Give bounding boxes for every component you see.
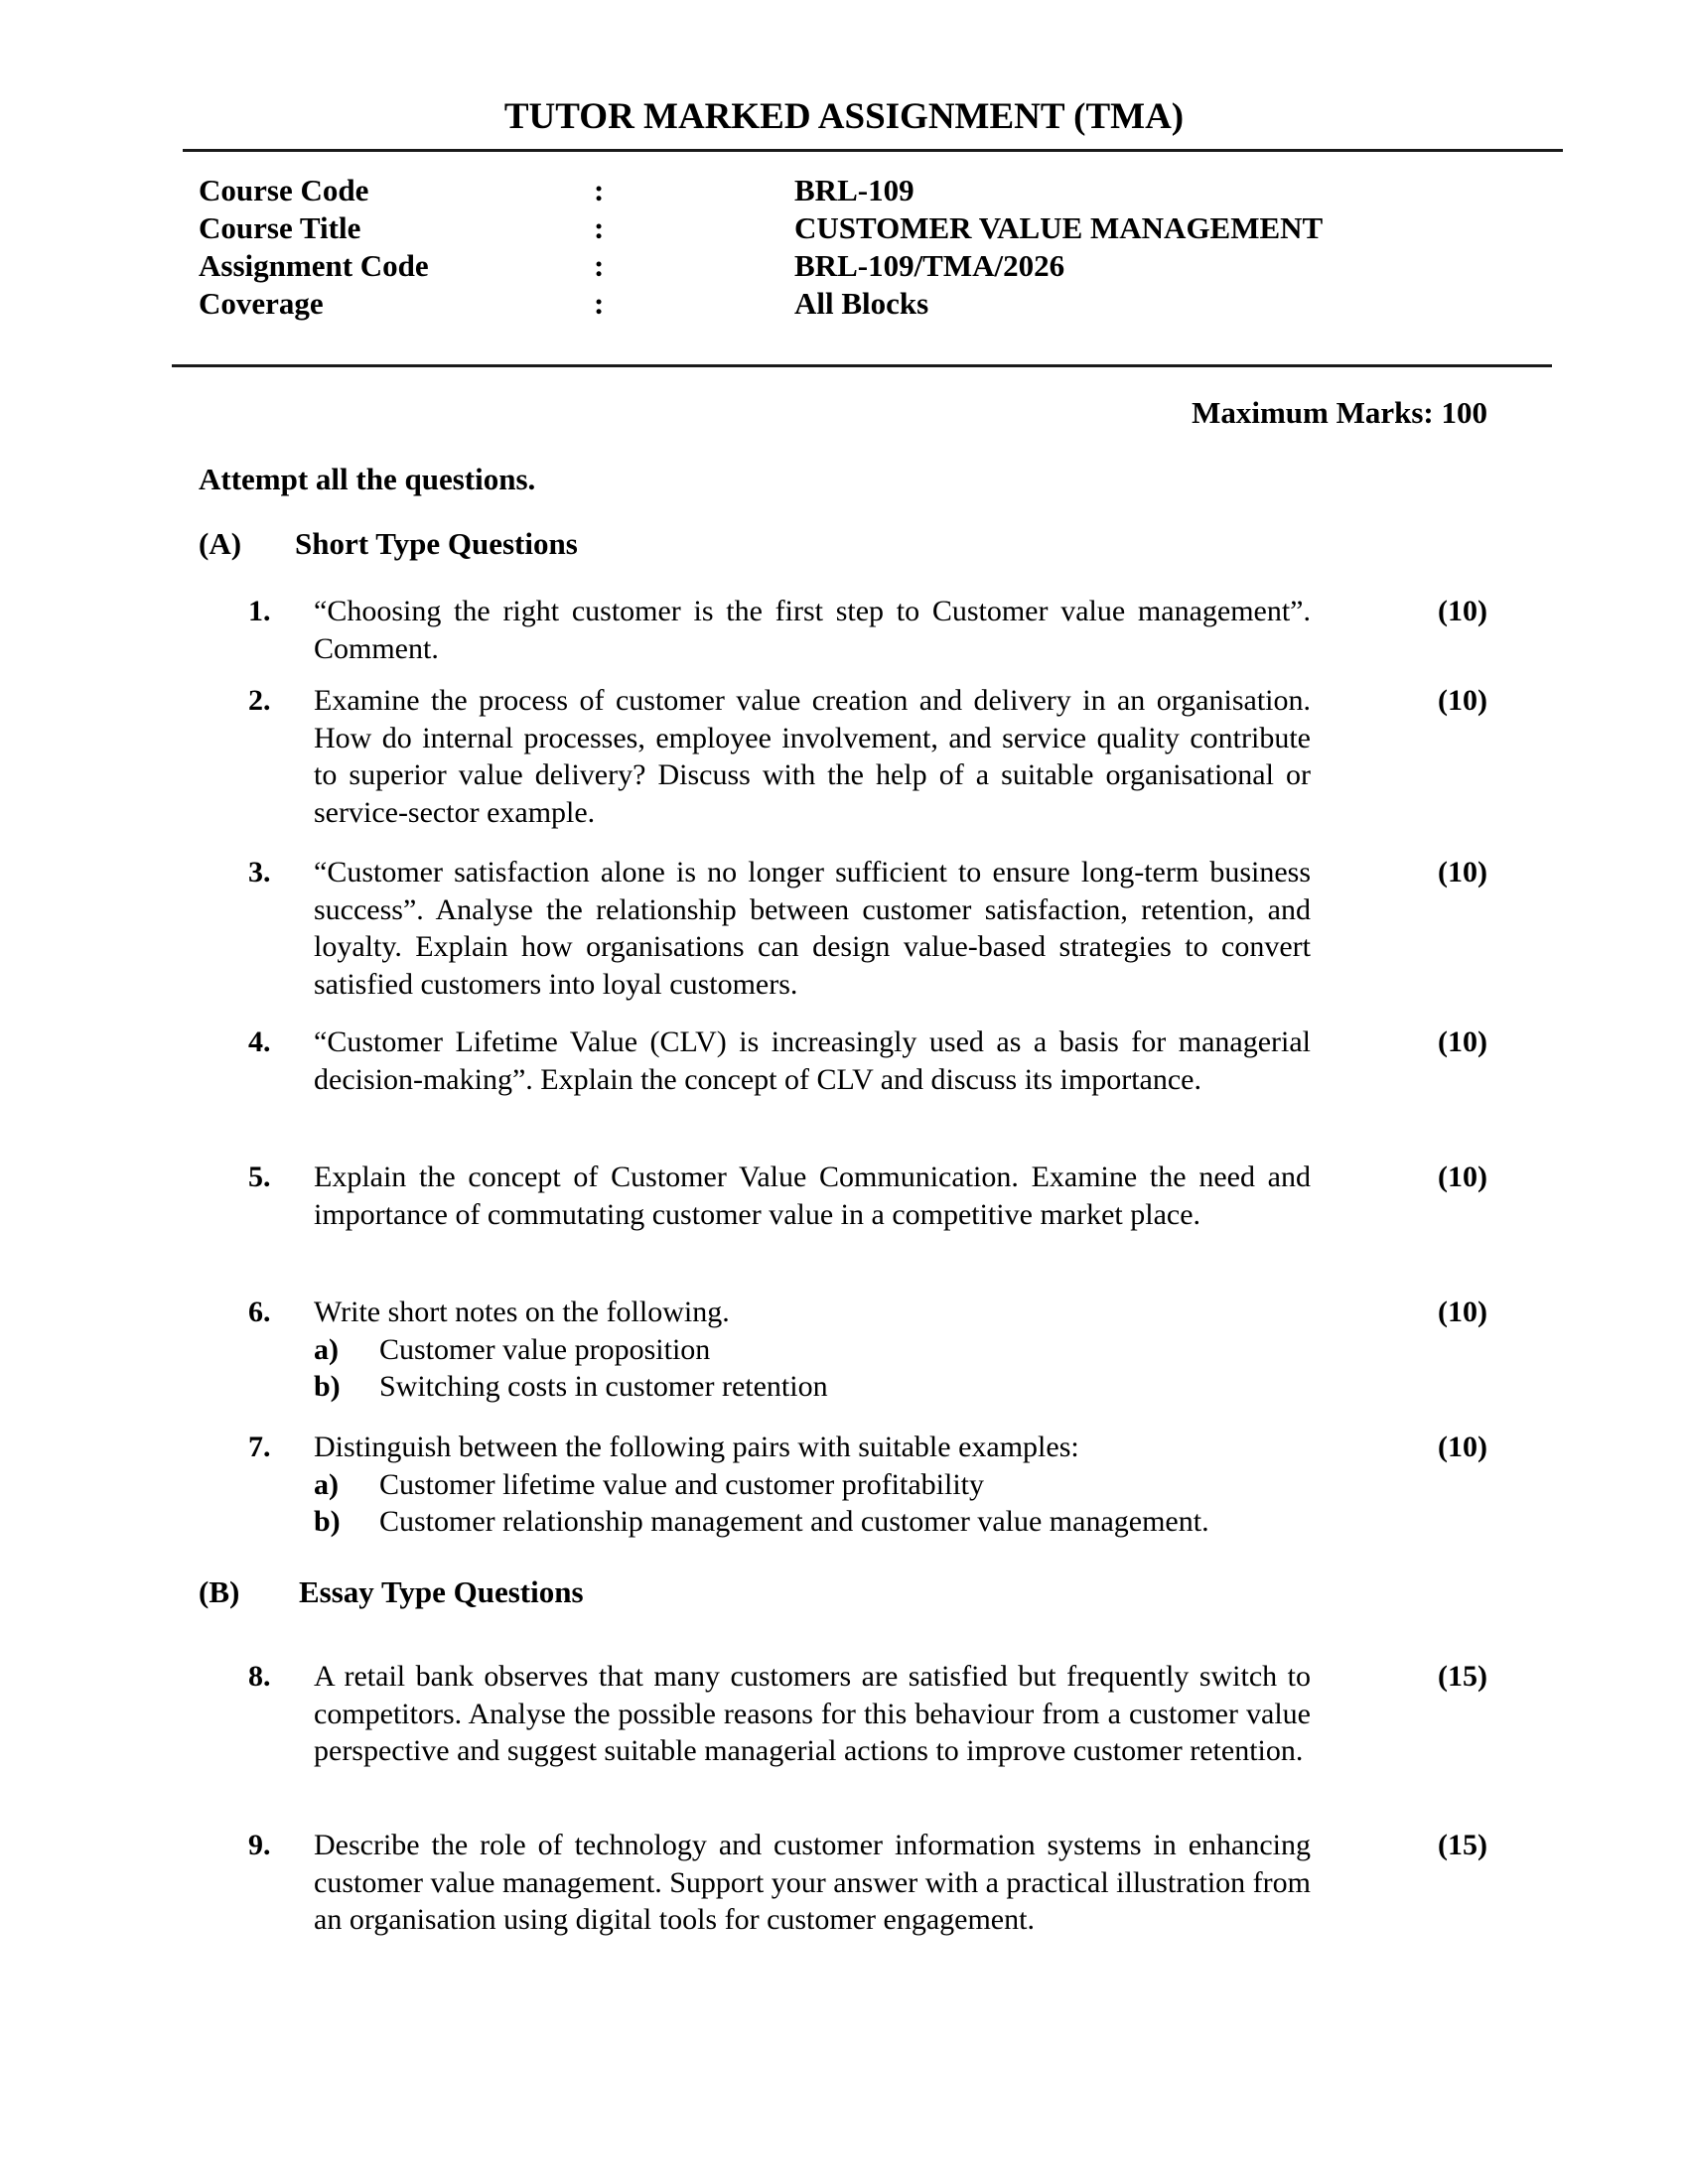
coverage-value: All Blocks	[794, 286, 929, 321]
assignment-code-value: BRL-109/TMA/2026	[794, 248, 1065, 283]
subitem-text: Switching costs in customer retention	[379, 1370, 828, 1403]
question-marks: (10)	[1438, 1296, 1487, 1328]
section-b-letter: (B)	[199, 1574, 240, 1609]
coverage-label: Coverage	[199, 286, 324, 321]
question-number: 9.	[248, 1829, 271, 1861]
question-text: “Choosing the right customer is the first step to Customer value management”. Comment.	[314, 595, 1311, 665]
question-text: Write short notes on the following.	[314, 1296, 730, 1328]
maximum-marks: Maximum Marks: 100	[1192, 395, 1487, 430]
question-text: A retail bank observes that many customers are satisfied but frequently switch to competitors. Analyse the possible reasons for this behaviour from a customer value perspective and suggest suitable managerial actions to improve customer retention.	[314, 1660, 1311, 1767]
header-divider	[172, 364, 1552, 367]
question-number: 8.	[248, 1660, 271, 1693]
question-number: 3.	[248, 856, 271, 888]
instruction: Attempt all the questions.	[199, 462, 536, 496]
question-text: Describe the role of technology and customer information systems in enhancing customer value management. Support your answer with a practical illustration from an organisation using digital tools for customer engagement.	[314, 1829, 1311, 1936]
question-marks: (10)	[1438, 1431, 1487, 1463]
question-number: 1.	[248, 595, 271, 627]
question-number: 7.	[248, 1431, 271, 1463]
course-title-label: Course Title	[199, 210, 361, 245]
top-divider	[183, 149, 1563, 152]
subitem-text: Customer value proposition	[379, 1332, 711, 1366]
question-marks: (10)	[1438, 1025, 1487, 1058]
question-marks: (15)	[1438, 1829, 1487, 1861]
section-b-title: Essay Type Questions	[299, 1574, 584, 1609]
assignment-code-separator: :	[594, 248, 605, 283]
question-marks: (10)	[1438, 856, 1487, 888]
course-code-separator: :	[594, 173, 605, 207]
question-text-block	[314, 1294, 1311, 1406]
question-text: Examine the process of customer value creation and delivery in an organisation. How do internal processes, employee involvement, and service quality contribute to superior value delivery? Discuss with the help of a suitable organisational or service-sector example.	[314, 684, 1311, 829]
question-marks: (10)	[1438, 1160, 1487, 1193]
subitem-label: b)	[314, 1505, 341, 1538]
question-number: 4.	[248, 1025, 271, 1058]
subitem-label: a)	[314, 1332, 339, 1366]
subitem-label: a)	[314, 1467, 339, 1501]
question-number: 2.	[248, 684, 271, 717]
subitem-text: Customer lifetime value and customer profitability	[379, 1467, 985, 1501]
assignment-code-label: Assignment Code	[199, 248, 429, 283]
subitem-label: b)	[314, 1370, 341, 1403]
question-marks: (10)	[1438, 595, 1487, 627]
section-a-letter: (A)	[199, 526, 242, 561]
subitem-b	[314, 1503, 1311, 1541]
subitem-b	[314, 1368, 1311, 1406]
question-text: “Customer satisfaction alone is no longer sufficient to ensure long-term business success”. Analyse the relationship between customer satisfaction, retention, and loyalty. Explain how organisations can design value-based strategies to convert satisfied customers into loyal customers.	[314, 856, 1311, 1001]
coverage-separator: :	[594, 286, 605, 321]
question-text: Explain the concept of Customer Value Communication. Examine the need and importance of commutating customer value in a competitive market place.	[314, 1160, 1311, 1231]
question-text-block	[314, 1429, 1311, 1541]
question-number: 6.	[248, 1296, 271, 1328]
subitem-a	[314, 1331, 1311, 1369]
subitem-a	[314, 1466, 1311, 1504]
question-marks: (10)	[1438, 684, 1487, 717]
question-number: 5.	[248, 1160, 271, 1193]
course-title-value: CUSTOMER VALUE MANAGEMENT	[794, 210, 1324, 245]
course-title-separator: :	[594, 210, 605, 245]
question-text: Distinguish between the following pairs with suitable examples:	[314, 1431, 1079, 1463]
question-text: “Customer Lifetime Value (CLV) is increasingly used as a basis for managerial decision-making”. Explain the concept of CLV and discuss its importance.	[314, 1025, 1311, 1096]
question-marks: (15)	[1438, 1660, 1487, 1693]
course-code-label: Course Code	[199, 173, 369, 207]
course-code-value: BRL-109	[794, 173, 914, 207]
section-a-title: Short Type Questions	[295, 526, 578, 561]
subitem-text: Customer relationship management and customer value management.	[379, 1505, 1209, 1538]
document-title: TUTOR MARKED ASSIGNMENT (TMA)	[503, 96, 1185, 137]
